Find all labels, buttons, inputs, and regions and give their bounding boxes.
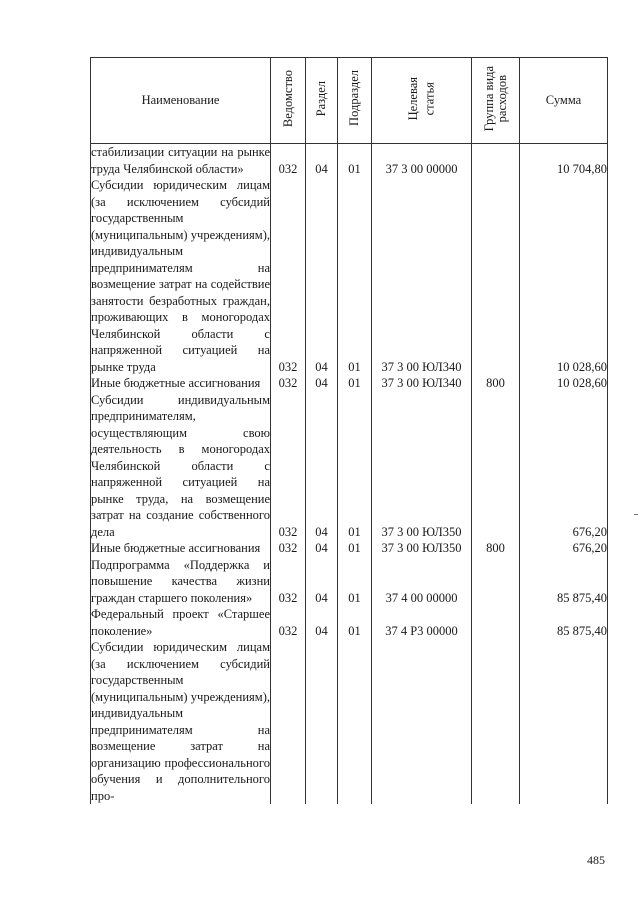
row-razdel: 04 (306, 144, 338, 178)
row-celevaya-statya: 37 3 00 ЮЛ350 (372, 540, 472, 557)
header-gruppa-vida-rashodov: Группа вида расходов (472, 58, 520, 144)
row-celevaya-statya: 37 3 00 ЮЛ350 (372, 392, 472, 541)
row-name: Иные бюджетные ассигнования (91, 375, 271, 392)
header-name: Наименование (91, 58, 271, 144)
budget-table (90, 57, 608, 804)
row-name: Федеральный проект «Старшее поколение» (91, 607, 270, 638)
row-gruppa (472, 177, 520, 375)
row-razdel: 04 (306, 375, 338, 392)
row-summa: 676,20 (520, 540, 608, 557)
row-summa: 10 028,60 (520, 375, 608, 392)
table-row (91, 375, 608, 392)
row-vedomstvo: 032 (271, 375, 306, 392)
row-razdel (306, 639, 338, 804)
row-gruppa (472, 639, 520, 804)
header-vedomstvo: Ведомство (271, 58, 306, 144)
header-celevaya-statya: Целевая статья (372, 58, 472, 144)
header-summa: Сумма (520, 58, 608, 144)
row-podrazdel: 01 (338, 177, 372, 375)
row-razdel: 04 (306, 557, 338, 607)
row-vedomstvo: 032 (271, 540, 306, 557)
row-summa: 10 704,80 (520, 144, 608, 178)
row-gruppa: 800 (472, 375, 520, 392)
row-gruppa (472, 144, 520, 178)
scan-edge-mark (634, 514, 638, 515)
row-podrazdel: 01 (338, 606, 372, 639)
row-vedomstvo: 032 (271, 392, 306, 541)
row-razdel: 04 (306, 606, 338, 639)
row-summa: 676,20 (520, 392, 608, 541)
row-podrazdel: 01 (338, 375, 372, 392)
row-podrazdel: 01 (338, 557, 372, 607)
row-vedomstvo: 032 (271, 606, 306, 639)
row-celevaya-statya: 37 3 00 ЮЛ340 (372, 375, 472, 392)
row-razdel: 04 (306, 392, 338, 541)
row-vedomstvo: 032 (271, 557, 306, 607)
table-row (91, 144, 608, 178)
row-gruppa (472, 606, 520, 639)
row-name: Субсидии юридическим лицам (за исключением субсидий государственным (муниципальным) учреждениям), индивидуальным предпринимателям на возмещение затрат на содействие занятости безработных граждан, проживающих в моногородах Челябинской области с напряженной ситуацией на рынке труда (91, 178, 270, 374)
header-podrazdel: Подраздел (338, 58, 372, 144)
row-vedomstvo (271, 639, 306, 804)
row-summa: 10 028,60 (520, 177, 608, 375)
row-gruppa: 800 (472, 540, 520, 557)
page-number: 485 (587, 853, 605, 867)
row-celevaya-statya: 37 4 Р3 00000 (372, 606, 472, 639)
row-podrazdel: 01 (338, 392, 372, 541)
table-row (91, 606, 608, 639)
row-summa: 85 875,40 (520, 557, 608, 607)
row-summa: 85 875,40 (520, 606, 608, 639)
row-razdel: 04 (306, 540, 338, 557)
row-vedomstvo: 032 (271, 177, 306, 375)
table-row (91, 177, 608, 375)
row-podrazdel: 01 (338, 540, 372, 557)
row-podrazdel: 01 (338, 144, 372, 178)
row-name: Подпрограмма «Поддержка и повышение качества жизни граждан старшего поколения» (91, 557, 270, 605)
row-vedomstvo: 032 (271, 144, 306, 178)
row-podrazdel (338, 639, 372, 804)
table-row (91, 392, 608, 541)
row-razdel: 04 (306, 177, 338, 375)
row-name: Субсидии юридическим лицам (за исключением субсидий государственным (муниципальным) учреждениям), индивидуальным предпринимателям на возмещение затрат на организацию профессионального обучения и дополнительного про- (91, 640, 270, 803)
table-header (91, 58, 608, 144)
row-name: стабилизации ситуации на рынке труда Челябинской области» (91, 145, 270, 176)
row-gruppa (472, 557, 520, 607)
table-row (91, 639, 608, 804)
row-celevaya-statya (372, 639, 472, 804)
table-row (91, 557, 608, 607)
header-razdel: Раздел (306, 58, 338, 144)
row-celevaya-statya: 37 4 00 00000 (372, 557, 472, 607)
row-name: Иные бюджетные ассигнования (91, 540, 271, 557)
table-row (91, 540, 608, 557)
row-celevaya-statya: 37 3 00 00000 (372, 144, 472, 178)
row-name: Субсидии индивидуальным предпринимателям, осуществляющим свою деятельность в моногородах Челябинской области с напряженной ситуацией на рынке труда, на возмещение затрат на создание собственного дела (91, 392, 270, 539)
row-summa (520, 639, 608, 804)
row-gruppa (472, 392, 520, 541)
row-celevaya-statya: 37 3 00 ЮЛ340 (372, 177, 472, 375)
